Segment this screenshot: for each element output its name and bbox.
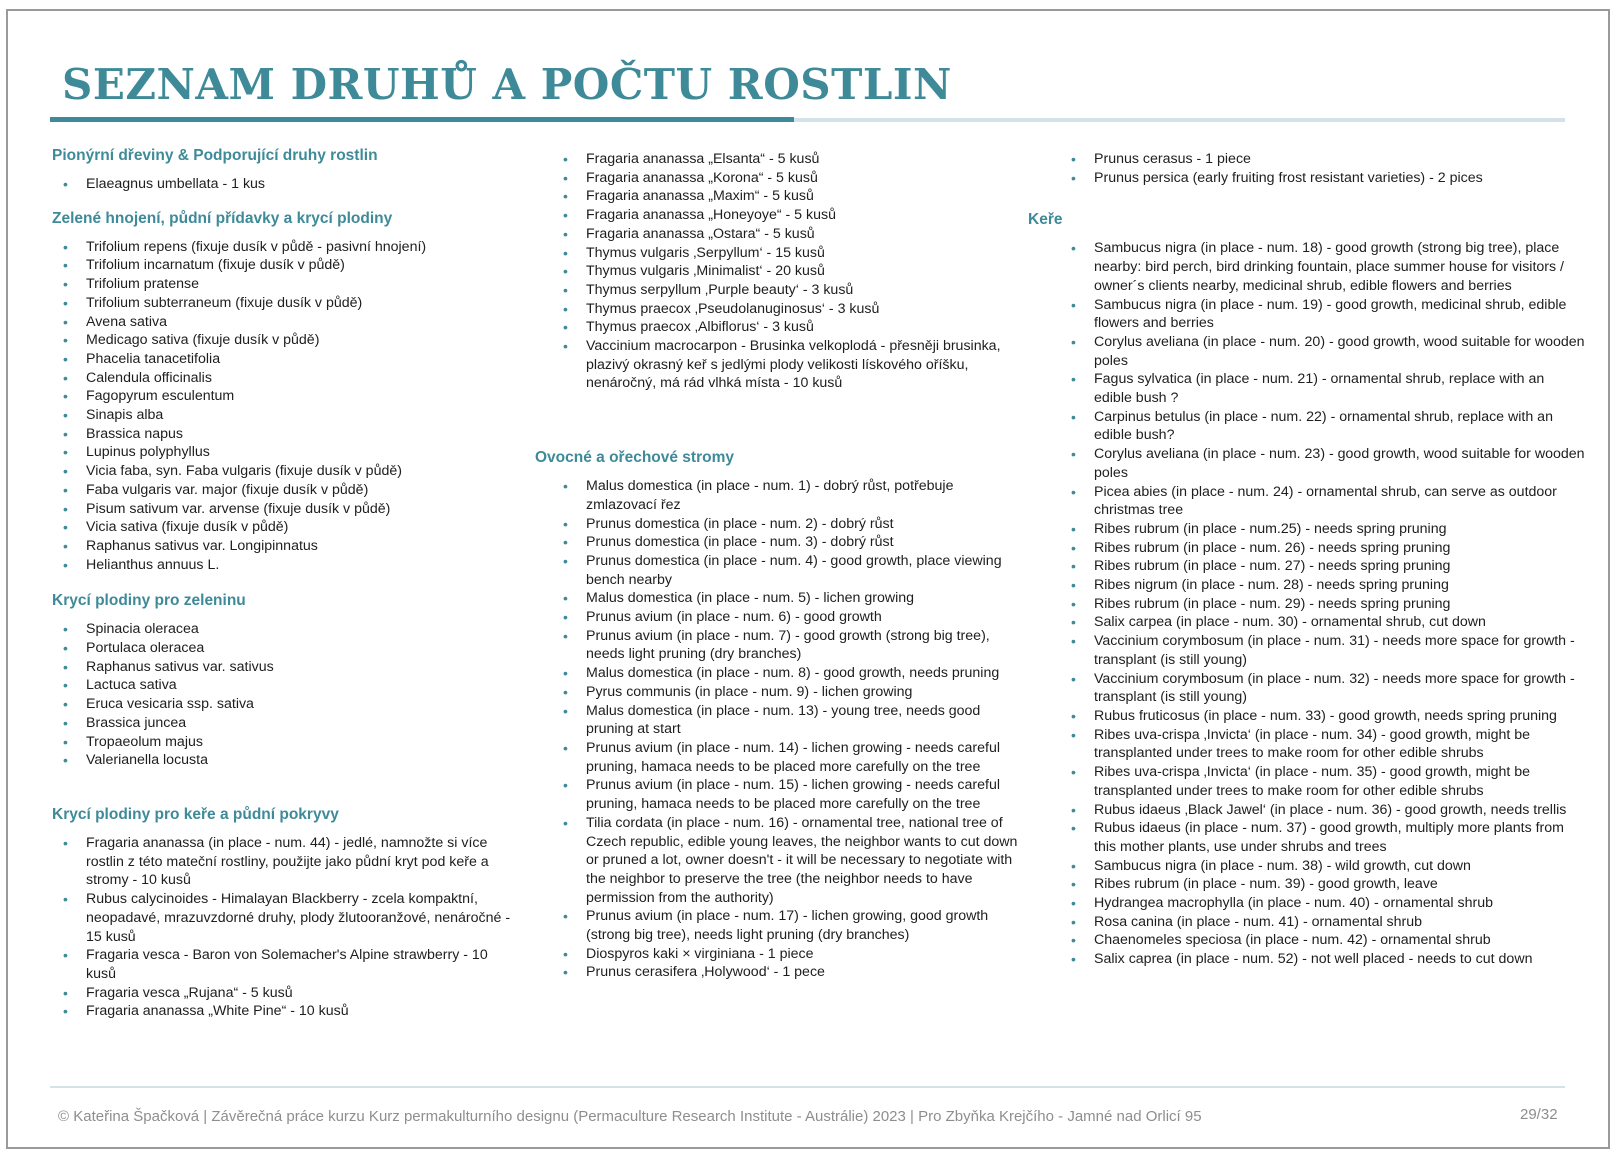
plant-list-item: • Picea abies (in place - num. 24) - ornamental shrub, can serve as outdoor christmas tree xyxy=(1060,483,1585,520)
plant-list-item: • Faba vulgaris var. major (fixuje dusík v půdě) xyxy=(52,481,517,500)
plant-list-item: • Fragaria ananassa „Elsanta“ - 5 kusů xyxy=(552,150,1022,169)
footer-credits: © Kateřina Špačková | Závěrečná práce kurzu Kurz permakulturního designu (Permaculture Research Institute - Austrálie) 2023 | Pro Zbyňka Krejčího - Jamné nad Orlicí 95 xyxy=(58,1108,1202,1125)
plant-list-item: • Rubus idaeus (in place - num. 37) - good growth, multiply more plants from this mother plants, use under shrubs and trees xyxy=(1060,819,1585,856)
plant-list-item: • Malus domestica (in place - num. 13) - young tree, needs good pruning at start xyxy=(552,702,1022,739)
plant-list-item: • Ribes uva-crispa ‚Invicta‘ (in place - num. 35) - good growth, might be transplanted under trees to make room for other edible shrubs xyxy=(1060,763,1585,800)
section-heading: Pionýrní dřeviny & Podporující druhy rostlin xyxy=(52,147,378,164)
section-pioneer-trees xyxy=(52,147,517,194)
plant-list-item: • Vaccinium macrocarpon - Brusinka velkoplodá - přesněji brusinka, plazivý okrasný keř s jedlými plody velikosti lískového oříšku, nenáročný, má rád vlhká místa - 10 kusů xyxy=(552,337,1022,393)
plant-list-item: • Corylus aveliana (in place - num. 20) - good growth, wood suitable for wooden poles xyxy=(1060,333,1585,370)
column-2 xyxy=(535,140,1022,982)
plant-list-item: • Vicia sativa (fixuje dusík v půdě) xyxy=(52,518,517,537)
plant-list-item: • Prunus avium (in place - num. 14) - lichen growing - needs careful pruning, hamaca needs to be placed more carefully on the tree xyxy=(552,739,1022,776)
plant-list-item: • Salix caprea (in place - num. 52) - not well placed - needs to cut down xyxy=(1060,950,1585,969)
plant-list-item: • Ribes rubrum (in place - num. 29) - needs spring pruning xyxy=(1060,595,1585,614)
plant-list-item: • Sambucus nigra (in place - num. 18) - good growth (strong big tree), place nearby: bird perch, bird drinking fountain, place summer house for visitors / owner´s clients nearby, medicinal shrub, edible flowers and berries xyxy=(1060,239,1585,295)
plant-list-item: • Fagopyrum esculentum xyxy=(52,387,517,406)
plant-list-item: • Ribes rubrum (in place - num. 39) - good growth, leave xyxy=(1060,875,1585,894)
plant-list-item: • Prunus cerasifera ‚Holywood‘ - 1 pece xyxy=(552,963,1022,982)
plant-list-item: • Vaccinium corymbosum (in place - num. 32) - needs more space for growth - transplant (is still young) xyxy=(1060,670,1585,707)
plant-list-item: • Trifolium repens (fixuje dusík v půdě - pasivní hnojení) xyxy=(52,238,517,257)
plant-list-item: • Prunus avium (in place - num. 17) - lichen growing, good growth (strong big tree), needs light pruning (dry branches) xyxy=(552,907,1022,944)
plant-list-item: • Chaenomeles speciosa (in place - num. 42) - ornamental shrub xyxy=(1060,931,1585,950)
plant-list-item: • Malus domestica (in place - num. 1) - dobrý růst, potřebuje zmlazovací řez xyxy=(552,477,1022,514)
plant-list-item: • Ribes nigrum (in place - num. 28) - needs spring pruning xyxy=(1060,576,1585,595)
plant-list-item: • Hydrangea macrophylla (in place - num. 40) - ornamental shrub xyxy=(1060,894,1585,913)
plant-list-item: • Phacelia tanacetifolia xyxy=(52,350,517,369)
plant-list-item: • Salix carpea (in place - num. 30) - ornamental shrub, cut down xyxy=(1060,613,1585,632)
plant-list xyxy=(552,477,1022,982)
section-fruit-trees-continued xyxy=(1060,150,1585,187)
plant-list-item: • Avena sativa xyxy=(52,313,517,332)
plant-list-item: • Ribes rubrum (in place - num. 26) - needs spring pruning xyxy=(1060,539,1585,558)
section-heading: Krycí plodiny pro zeleninu xyxy=(52,592,246,610)
plant-list-item: • Diospyros kaki × virginiana - 1 piece xyxy=(552,945,1022,964)
plant-list-item: • Pisum sativum var. arvense (fixuje dusík v půdě) xyxy=(52,500,517,519)
plant-list-item: • Fragaria ananassa „Korona“ - 5 kusů xyxy=(552,169,1022,188)
plant-list-item: • Sinapis alba xyxy=(52,406,517,425)
plant-list-item: • Rubus fruticosus (in place - num. 33) - good growth, needs spring pruning xyxy=(1060,707,1585,726)
plant-list-item: • Prunus domestica (in place - num. 4) - good growth, place viewing bench nearby xyxy=(552,552,1022,589)
plant-list-item: • Fragaria ananassa „Maxim“ - 5 kusů xyxy=(552,187,1022,206)
section-cover-crops-continued xyxy=(552,150,1022,393)
section-green-manure xyxy=(52,210,517,575)
section-shrubs xyxy=(1028,211,1585,968)
plant-list-item: • Malus domestica (in place - num. 8) - good growth, needs pruning xyxy=(552,664,1022,683)
column-1 xyxy=(52,140,517,1021)
plant-list-item: • Thymus vulgaris ‚Serpyllum‘ - 15 kusů xyxy=(552,244,1022,263)
plant-list-item: • Ribes rubrum (in place - num. 27) - needs spring pruning xyxy=(1060,557,1585,576)
plant-list-item: • Trifolium subterraneum (fixuje dusík v půdě) xyxy=(52,294,517,313)
plant-list-item: • Medicago sativa (fixuje dusík v půdě) xyxy=(52,331,517,350)
plant-list xyxy=(52,834,517,1021)
plant-list-item: • Helianthus annuus L. xyxy=(52,556,517,575)
plant-list-item: • Fragaria ananassa „Honeyoye“ - 5 kusů xyxy=(552,206,1022,225)
section-fruit-nut-trees xyxy=(535,449,1022,982)
plant-list-item: • Brassica juncea xyxy=(52,714,517,733)
plant-list xyxy=(52,620,517,770)
plant-list-item: • Tilia cordata (in place - num. 16) - ornamental tree, national tree of Czech republic, edible young leaves, the neighbor wants to cut down or pruned a lot, owner doesn't - it will be necessary to negotiate with the neighbor to preserve the tree (the neighbor needs to have permission from the authority) xyxy=(552,814,1022,908)
plant-list-item: • Valerianella locusta xyxy=(52,751,517,770)
plant-list-item: • Fragaria ananassa „Ostara“ - 5 kusů xyxy=(552,225,1022,244)
section-heading: Ovocné a ořechové stromy xyxy=(535,449,734,467)
plant-list-item: • Thymus vulgaris ‚Minimalist‘ - 20 kusů xyxy=(552,262,1022,281)
plant-list xyxy=(1060,150,1585,187)
plant-list-item: • Prunus cerasus - 1 piece xyxy=(1060,150,1585,169)
plant-list-item: • Corylus aveliana (in place - num. 23) - good growth, wood suitable for wooden poles xyxy=(1060,445,1585,482)
plant-list-item: • Malus domestica (in place - num. 5) - lichen growing xyxy=(552,589,1022,608)
plant-list-item: • Trifolium pratense xyxy=(52,275,517,294)
plant-list-item: • Sambucus nigra (in place - num. 19) - good growth, medicinal shrub, edible flowers and berries xyxy=(1060,296,1585,333)
plant-list-item: • Rosa canina (in place - num. 41) - ornamental shrub xyxy=(1060,913,1585,932)
plant-list-item: • Fragaria ananassa „White Pine“ - 10 kusů xyxy=(52,1002,517,1021)
section-heading: Keře xyxy=(1028,211,1063,229)
plant-list-item: • Fragaria vesca - Baron von Solemacher's Alpine strawberry - 10 kusů xyxy=(52,946,517,983)
plant-list-item: • Calendula officinalis xyxy=(52,369,517,388)
column-3 xyxy=(1028,140,1585,969)
plant-list-item: • Ribes uva-crispa ‚Invicta‘ (in place - num. 34) - good growth, might be transplanted under trees to make room for other edible shrubs xyxy=(1060,726,1585,763)
plant-list-item: • Portulaca oleracea xyxy=(52,639,517,658)
plant-list-item: • Prunus avium (in place - num. 6) - good growth xyxy=(552,608,1022,627)
plant-list-item: • Lupinus polyphyllus xyxy=(52,443,517,462)
plant-list-item: • Fagus sylvatica (in place - num. 21) - ornamental shrub, replace with an edible bush ? xyxy=(1060,370,1585,407)
section-heading: Zelené hnojení, půdní přídavky a krycí plodiny xyxy=(52,209,393,227)
title-underline-accent xyxy=(50,117,794,122)
plant-list-item: • Prunus avium (in place - num. 15) - lichen growing - needs careful pruning, hamaca needs to be placed more carefully on the tree xyxy=(552,776,1022,813)
section-heading: Krycí plodiny pro keře a půdní pokryvy xyxy=(52,805,339,823)
plant-list-item: • Fragaria vesca „Rujana“ - 5 kusů xyxy=(52,984,517,1003)
plant-list xyxy=(1060,239,1585,968)
plant-list-item: • Sambucus nigra (in place - num. 38) - wild growth, cut down xyxy=(1060,857,1585,876)
footer-divider xyxy=(50,1086,1565,1088)
plant-list-item: • Spinacia oleracea xyxy=(52,620,517,639)
plant-list-item: • Prunus domestica (in place - num. 2) - dobrý růst xyxy=(552,515,1022,534)
plant-list-item: • Thymus praecox ‚Albiflorus‘ - 3 kusů xyxy=(552,318,1022,337)
plant-list-item: • Fragaria ananassa (in place - num. 44) - jedlé, namnožte si více rostlin z této mateční rostliny, použijte jako půdní kryt pod keře a stromy - 10 kusů xyxy=(52,834,517,890)
plant-list-item: • Ribes rubrum (in place - num.25) - needs spring pruning xyxy=(1060,520,1585,539)
plant-list-item: • Trifolium incarnatum (fixuje dusík v půdě) xyxy=(52,256,517,275)
plant-list xyxy=(52,175,517,194)
plant-list-item: • Rubus idaeus ‚Black Jawel‘ (in place - num. 36) - good growth, needs trellis xyxy=(1060,801,1585,820)
plant-list-item: • Tropaeolum majus xyxy=(52,733,517,752)
plant-list-item: • Carpinus betulus (in place - num. 22) - ornamental shrub, replace with an edible bush? xyxy=(1060,408,1585,445)
plant-list-item: • Prunus domestica (in place - num. 3) - dobrý růst xyxy=(552,533,1022,552)
plant-list-item: • Elaeagnus umbellata - 1 kus xyxy=(52,175,517,194)
plant-list xyxy=(52,238,517,575)
section-vegetable-cover-crops xyxy=(52,592,517,770)
plant-list-item: • Prunus persica (early fruiting frost resistant varieties) - 2 pices xyxy=(1060,169,1585,188)
plant-list-item: • Lactuca sativa xyxy=(52,676,517,695)
plant-list-item: • Brassica napus xyxy=(52,425,517,444)
plant-list-item: • Rubus calycinoides - Himalayan Blackberry - zcela kompaktní, neopadavé, mrazuvzdorné druhy, plody žlutooranžové, nenáročné - 15 kusů xyxy=(52,890,517,946)
plant-list-item: • Vicia faba, syn. Faba vulgaris (fixuje dusík v půdě) xyxy=(52,462,517,481)
plant-list xyxy=(552,150,1022,393)
plant-list-item: • Thymus praecox ‚Pseudolanuginosus‘ - 3 kusů xyxy=(552,300,1022,319)
page-title: SEZNAM DRUHŮ A POČTU ROSTLIN xyxy=(62,60,952,109)
plant-list-item: • Vaccinium corymbosum (in place - num. 31) - needs more space for growth - transplant (is still young) xyxy=(1060,632,1585,669)
page-number: 29/32 xyxy=(1520,1106,1558,1123)
section-shrub-ground-cover xyxy=(52,806,517,1021)
plant-list-item: • Pyrus communis (in place - num. 9) - lichen growing xyxy=(552,683,1022,702)
plant-list-item: • Prunus avium (in place - num. 7) - good growth (strong big tree), needs light pruning (dry branches) xyxy=(552,627,1022,664)
plant-list-item: • Eruca vesicaria ssp. sativa xyxy=(52,695,517,714)
plant-list-item: • Raphanus sativus var. sativus xyxy=(52,658,517,677)
plant-list-item: • Raphanus sativus var. Longipinnatus xyxy=(52,537,517,556)
plant-list-item: • Thymus serpyllum ‚Purple beauty‘ - 3 kusů xyxy=(552,281,1022,300)
